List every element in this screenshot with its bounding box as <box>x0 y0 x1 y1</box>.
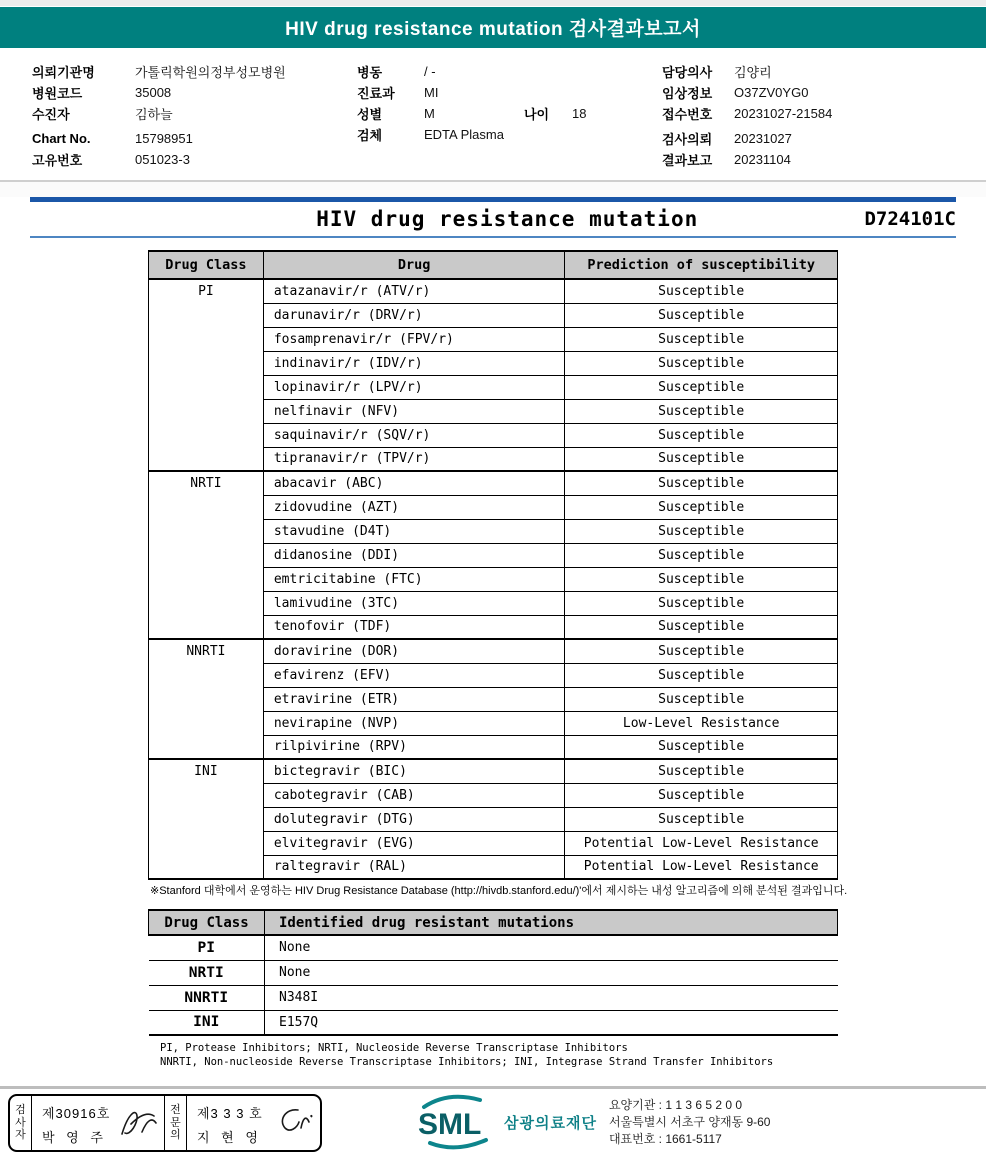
prediction-cell: Susceptible <box>565 471 838 495</box>
mutation-class-cell: NNRTI <box>149 985 265 1010</box>
organization-block <box>414 1094 771 1150</box>
mutation-value-cell: N348I <box>265 985 838 1010</box>
table-row <box>149 471 838 495</box>
drug-name-cell: tipranavir/r (TPV/r) <box>263 447 565 471</box>
info-row <box>32 103 357 124</box>
drug-name-cell: didanosine (DDI) <box>263 543 565 567</box>
prediction-cell: Susceptible <box>565 687 838 711</box>
org-address-line-2: 서울특별시 서초구 양재동 9-60 <box>608 1114 771 1129</box>
organization-address <box>609 1097 771 1148</box>
column-header-mutations: Identified drug resistant mutations <box>265 910 838 935</box>
drug-name-cell: indinavir/r (IDV/r) <box>263 351 565 375</box>
report-head <box>0 197 986 238</box>
info-row <box>32 149 357 170</box>
column-header-prediction: Prediction of susceptibility <box>565 251 838 279</box>
drug-name-cell: zidovudine (AZT) <box>263 495 565 519</box>
mutation-class-cell: INI <box>149 1010 265 1035</box>
prediction-cell: Susceptible <box>565 639 838 663</box>
drug-name-cell: abacavir (ABC) <box>263 471 565 495</box>
mutation-class-cell: PI <box>149 935 265 960</box>
prediction-cell: Susceptible <box>565 279 838 303</box>
report-code: D724101C <box>864 208 956 230</box>
info-row <box>32 61 357 82</box>
examiner-role-label: 검사자 <box>15 1104 26 1142</box>
column-header-drug-class: Drug Class <box>149 251 264 279</box>
specialist-role-cell <box>165 1096 187 1150</box>
mutation-value-cell: E157Q <box>265 1010 838 1035</box>
drug-name-cell: etravirine (ETR) <box>263 687 565 711</box>
svg-text:SML: SML <box>418 1108 482 1141</box>
table-row <box>149 639 838 663</box>
drug-name-cell: saquinavir/r (SQV/r) <box>263 423 565 447</box>
info-value: M <box>424 106 435 121</box>
info-row <box>357 61 662 82</box>
info-value: EDTA Plasma <box>424 127 504 142</box>
info-value: 18 <box>572 106 587 121</box>
mutations-table-header <box>149 910 838 935</box>
info-label: 담당의사 <box>662 65 713 80</box>
susceptibility-table-header <box>149 251 838 279</box>
drug-name-cell: efavirenz (EFV) <box>263 663 565 687</box>
info-label: 병원코드 <box>32 86 83 101</box>
info-value: 김양리 <box>734 65 772 80</box>
table-row <box>149 960 838 985</box>
info-value: / - <box>424 64 436 79</box>
info-label: 접수번호 <box>662 107 713 122</box>
sml-logo <box>414 1094 498 1150</box>
column-header-drug: Drug <box>263 251 565 279</box>
organization-name: 삼광의료재단 <box>504 1114 597 1132</box>
prediction-cell: Potential Low-Level Resistance <box>565 855 838 879</box>
column-header-mut-drug-class: Drug Class <box>149 910 265 935</box>
prediction-cell: Susceptible <box>565 735 838 759</box>
examiner-role-cell <box>10 1096 32 1150</box>
drug-class-cell: NNRTI <box>149 639 264 759</box>
footer <box>0 1094 986 1152</box>
drug-name-cell: cabotegravir (CAB) <box>263 783 565 807</box>
org-address-line-1: 요양기관 : 1 1 3 6 5 2 0 0 <box>608 1097 743 1112</box>
info-label: 고유번호 <box>32 153 83 168</box>
prediction-cell: Susceptible <box>565 783 838 807</box>
org-address-line-3: 대표번호 : 1661-5117 <box>608 1131 722 1146</box>
prediction-cell: Susceptible <box>565 615 838 639</box>
report-title: HIV drug resistance mutation <box>316 207 699 231</box>
abbr-line-1: PI, Protease Inhibitors; NRTI, Nucleoside Reverse Transcriptase Inhibitors <box>160 1042 628 1054</box>
abbreviation-footnotes <box>160 1041 986 1069</box>
stanford-footnote: ※Stanford 대학에서 운영하는 HIV Drug Resistance Database (http://hivdb.stanford.edu/)'에서 제시하는 내성 알고리즘에 의해 분석된 결과입니다. <box>150 885 848 897</box>
info-row <box>32 82 357 103</box>
drug-name-cell: bictegravir (BIC) <box>263 759 565 783</box>
patient-info-col1 <box>32 61 357 170</box>
blue-rule-thin <box>30 236 956 238</box>
mutation-value-cell: None <box>265 935 838 960</box>
info-value: 가톨릭학원의정부성모병원 <box>135 65 286 80</box>
top-strip <box>0 0 986 7</box>
susceptibility-table <box>148 250 838 880</box>
info-label: 성별 <box>357 107 383 122</box>
prediction-cell: Susceptible <box>565 327 838 351</box>
prediction-cell: Susceptible <box>565 543 838 567</box>
prediction-cell: Susceptible <box>565 567 838 591</box>
drug-name-cell: fosamprenavir/r (FPV/r) <box>263 327 565 351</box>
specialist-signature-icon <box>276 1106 316 1142</box>
drug-name-cell: dolutegravir (DTG) <box>263 807 565 831</box>
report-banner <box>0 7 986 48</box>
prediction-cell: Susceptible <box>565 591 838 615</box>
info-label: 결과보고 <box>662 153 713 168</box>
specialist-name: 지 현 영 <box>197 1130 262 1145</box>
drug-name-cell: raltegravir (RAL) <box>263 855 565 879</box>
prediction-cell: Susceptible <box>565 303 838 327</box>
examiner-signature-icon <box>118 1106 160 1142</box>
drug-name-cell: nelfinavir (NFV) <box>263 399 565 423</box>
signature-box <box>8 1094 322 1152</box>
specialist-cert-no: 제3 3 3 호 <box>197 1106 263 1121</box>
info-label: 나이 <box>524 107 550 122</box>
info-row <box>32 128 357 149</box>
susceptibility-table-body <box>149 279 838 879</box>
mutation-class-cell: NRTI <box>149 960 265 985</box>
table-row <box>149 1010 838 1035</box>
prediction-cell: Susceptible <box>565 663 838 687</box>
table-row <box>149 935 838 960</box>
info-value: MI <box>424 85 439 100</box>
prediction-cell: Susceptible <box>565 447 838 471</box>
abbr-line-2: NNRTI, Non-nucleoside Reverse Transcriptase Inhibitors; INI, Integrase Strand Transfer Inhibitors <box>160 1056 774 1068</box>
info-value: 20231027 <box>734 131 792 146</box>
drug-name-cell: lamivudine (3TC) <box>263 591 565 615</box>
drug-name-cell: elvitegravir (EVG) <box>263 831 565 855</box>
prediction-cell: Susceptible <box>565 759 838 783</box>
prediction-cell: Susceptible <box>565 423 838 447</box>
info-value: O37ZV0YG0 <box>734 85 809 100</box>
info-label: 수진자 <box>32 107 70 122</box>
info-label: 진료과 <box>357 86 395 101</box>
table-row <box>149 759 838 783</box>
drug-name-cell: stavudine (D4T) <box>263 519 565 543</box>
info-label: 임상정보 <box>662 86 713 101</box>
drug-name-cell: nevirapine (NVP) <box>263 711 565 735</box>
info-label: 병동 <box>357 65 383 80</box>
drug-name-cell: atazanavir/r (ATV/r) <box>263 279 565 303</box>
info-row <box>662 103 962 124</box>
info-row <box>357 82 662 103</box>
info-value: 20231027-21584 <box>734 106 833 121</box>
report-title-row <box>30 202 956 236</box>
prediction-cell: Susceptible <box>565 375 838 399</box>
gap-band <box>0 182 986 197</box>
prediction-cell: Potential Low-Level Resistance <box>565 831 838 855</box>
examiner-name: 박 영 주 <box>42 1130 107 1145</box>
drug-name-cell: emtricitabine (FTC) <box>263 567 565 591</box>
table-row <box>149 985 838 1010</box>
mutations-table <box>148 909 838 1036</box>
mutation-value-cell: None <box>265 960 838 985</box>
drug-name-cell: lopinavir/r (LPV/r) <box>263 375 565 399</box>
prediction-cell: Susceptible <box>565 351 838 375</box>
patient-info-col3 <box>662 61 962 170</box>
prediction-cell: Susceptible <box>565 495 838 519</box>
specialist-cell <box>187 1096 320 1150</box>
table-row <box>149 279 838 303</box>
prediction-cell: Susceptible <box>565 807 838 831</box>
prediction-cell: Susceptible <box>565 399 838 423</box>
banner-title: HIV drug resistance mutation 검사결과보고서 <box>285 19 701 40</box>
info-label: 검사의뢰 <box>662 132 713 147</box>
drug-name-cell: doravirine (DOR) <box>263 639 565 663</box>
prediction-cell: Susceptible <box>565 519 838 543</box>
footer-divider <box>0 1086 986 1089</box>
drug-class-cell: PI <box>149 279 264 471</box>
drug-name-cell: rilpivirine (RPV) <box>263 735 565 759</box>
info-value: 15798951 <box>135 131 193 146</box>
info-row <box>662 61 962 82</box>
drug-class-cell: NRTI <box>149 471 264 639</box>
examiner-cert-no: 제30916호 <box>42 1106 111 1121</box>
patient-info-col2 <box>357 61 662 170</box>
sml-logo-icon <box>414 1094 498 1150</box>
drug-name-cell: darunavir/r (DRV/r) <box>263 303 565 327</box>
examiner-cell <box>32 1096 165 1150</box>
info-value: 051023-3 <box>135 152 190 167</box>
info-row <box>662 128 962 149</box>
info-row <box>357 124 662 145</box>
info-value: 20231104 <box>734 152 791 167</box>
info-value: 김하늘 <box>135 107 173 122</box>
info-value: 35008 <box>135 85 172 100</box>
drug-class-cell: INI <box>149 759 264 879</box>
info-row <box>357 103 662 124</box>
drug-name-cell: tenofovir (TDF) <box>263 615 565 639</box>
info-label: Chart No. <box>32 131 91 146</box>
info-row <box>662 149 962 170</box>
specialist-role-label: 전문의 <box>170 1104 181 1142</box>
info-label: 검체 <box>357 128 383 143</box>
prediction-cell: Low-Level Resistance <box>565 711 838 735</box>
info-row <box>662 82 962 103</box>
info-label: 의뢰기관명 <box>32 65 95 80</box>
patient-info <box>0 48 986 182</box>
mutations-table-body <box>149 935 838 1035</box>
